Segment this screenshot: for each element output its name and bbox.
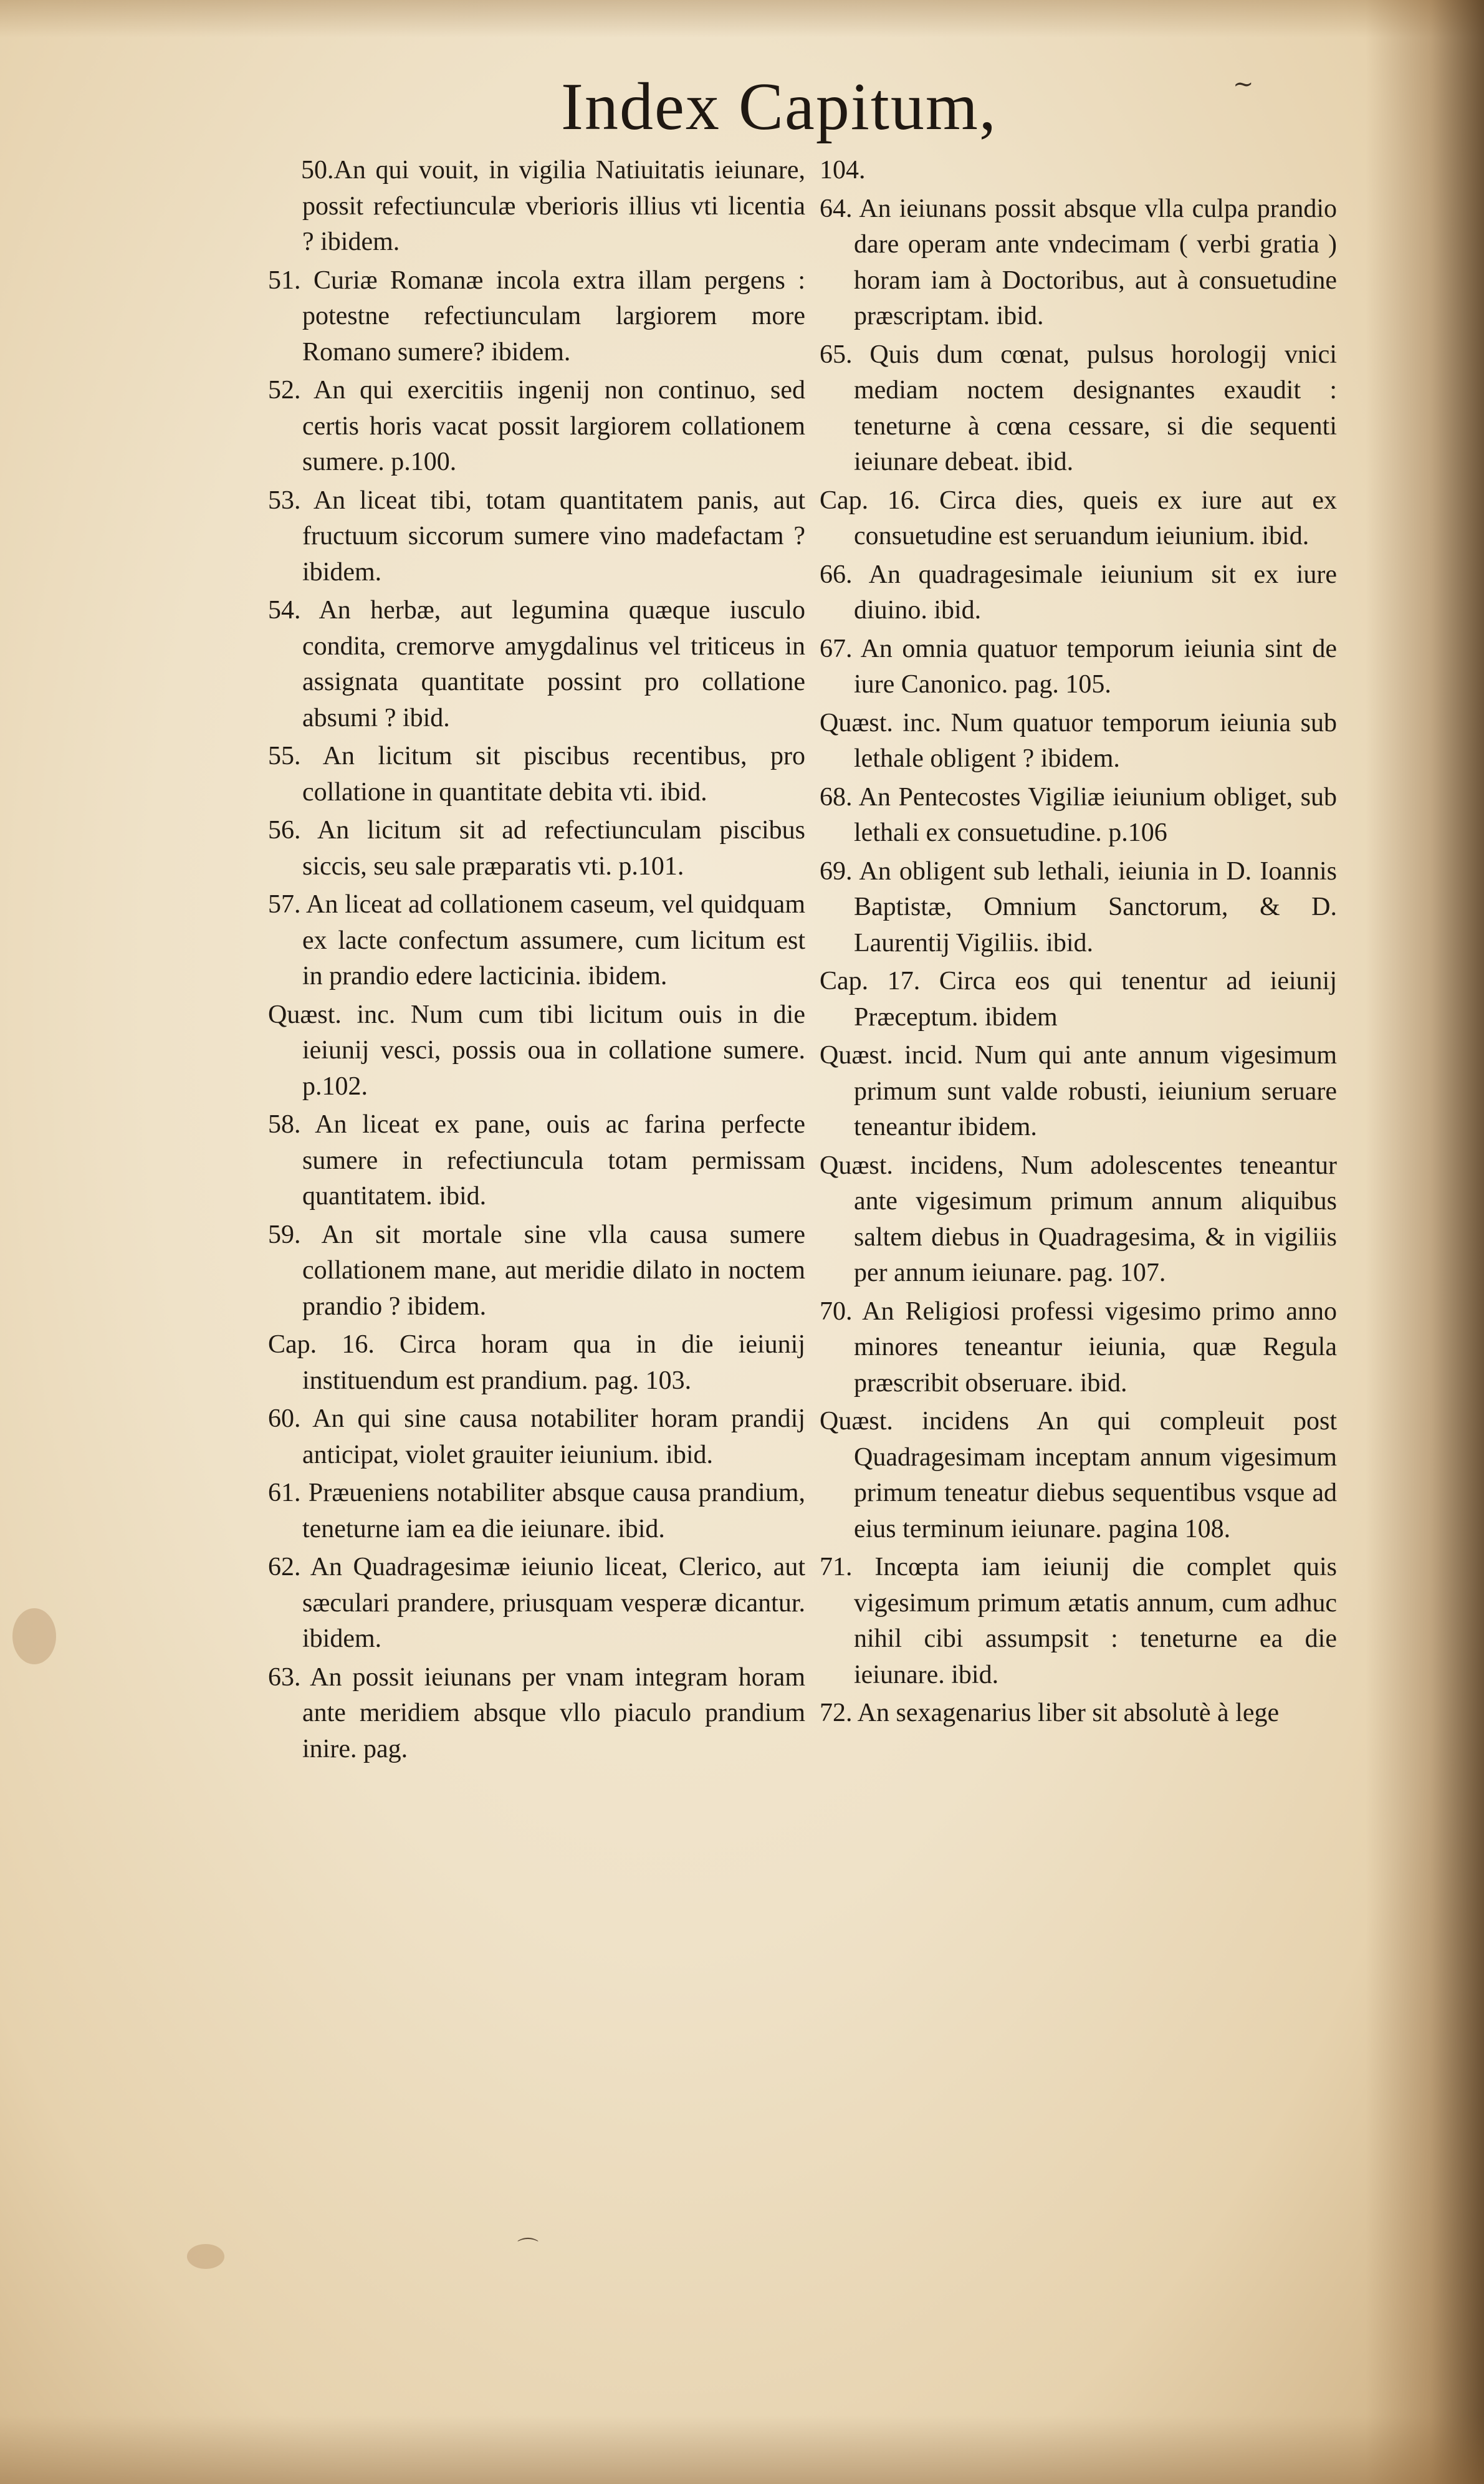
index-entry: 55. An licitum sit piscibus recentibus, pro collatione in quantitate debita vti. ibid. [268, 742, 805, 807]
chapter-heading: Cap. 16. Circa horam qua in die ieiunij instituendum est prandium. pag. 103. [268, 1330, 805, 1395]
index-entry: Quæst. incid. Num qui ante annum vigesimum primum sunt valde robusti, ieiunium seruare teneantur ibidem. [820, 1041, 1337, 1141]
index-entry: 60. An qui sine causa notabiliter horam prandij anticipat, violet grauiter ieiunium. ibid. [268, 1404, 805, 1469]
chapter-heading: Cap. 16. Circa dies, queis ex iure aut ex consuetudine est seruandum ieiunium. ibid. [820, 486, 1337, 550]
index-entry: 62. An Quadragesimæ ieiunio liceat, Clerico, aut sæculari prandere, priusquam vesperæ dicantur. ibidem. [268, 1553, 805, 1653]
index-entry-continuation: 104. [820, 156, 866, 185]
index-entry: 52. An qui exercitiis ingenij non continuo, sed certis horis vacat possit largiorem collationem sumere. p.100. [268, 376, 805, 476]
index-entry: 56. An licitum sit ad refectiunculam piscibus siccis, seu sale præparatis vti. p.101. [268, 816, 805, 881]
index-entry: 72. An sexagenarius liber sit absolutè à lege [820, 1699, 1280, 1727]
index-entry: 71. Incœpta iam ieiunij die complet quis vigesimum primum ætatis annum, cum adhuc nihil cibi assumpsit : teneturne ea die ieiunare. ibid. [820, 1553, 1337, 1689]
index-entry: 54. An herbæ, aut legumina quæque iusculo condita, cremorve amygdalinus vel triticeus in assignata quantitate possint pro collatione absumi ? ibid. [268, 596, 805, 732]
page-spine-shadow [1366, 0, 1484, 2484]
index-entry: 58. An liceat ex pane, ouis ac farina perfecte sumere in refectiuncula totam permissam quantitatem. ibid. [268, 1110, 805, 1211]
index-entry: 50.An qui vouit, in vigilia Natiuitatis ieiunare, possit refectiunculæ vberioris illius vti licentia ? ibidem. [301, 156, 805, 256]
index-entry: 65. Quis dum cœnat, pulsus horologij vnici mediam noctem designantes exaudit : teneturne à cœna cessare, si die sequenti ieiunare debeat. ibid. [820, 340, 1337, 476]
index-entry: 70. An Religiosi professi vigesimo primo anno minores teneantur ieiunia, quæ Regula præscribit obseruare. ibid. [820, 1297, 1337, 1398]
index-entry: 68. An Pentecostes Vigiliæ ieiunium obliget, sub lethali ex consuetudine. p.106 [820, 782, 1337, 847]
index-entry: 67. An omnia quatuor temporum ieiunia sint de iure Canonico. pag. 105. [820, 634, 1337, 699]
right-column [820, 153, 1337, 1732]
index-entry: 64. An ieiunans possit absque vlla culpa prandio dare operam ante vndecimam ( verbi gratia ) horam iam à Doctoribus, aut à consuetudine præscriptam. ibid. [820, 194, 1337, 330]
page-title: Index Capitum, [561, 70, 997, 144]
footer-ornament: ⌒ [517, 2237, 539, 2261]
index-entry: 66. An quadragesimale ieiunium sit ex iure diuino. ibid. [820, 560, 1337, 625]
left-column [268, 153, 805, 1767]
index-entry: 61. Præueniens notabiliter absque causa prandium, teneturne iam ea die ieiunare. ibid. [268, 1479, 805, 1543]
index-entry: Quæst. inc. Num quatuor temporum ieiunia sub lethale obligent ? ibidem. [820, 708, 1337, 773]
index-entry: 59. An sit mortale sine vlla causa sumere collationem mane, aut meridie dilato in noctem prandio ? ibidem. [268, 1220, 805, 1321]
index-entry: 51. Curiæ Romanæ incola extra illam pergens : potestne refectiunculam largiorem more Romano sumere? ibidem. [268, 266, 805, 367]
index-entry: 53. An liceat tibi, totam quantitatem panis, aut fructuum siccorum sumere vino madefactam ? ibidem. [268, 486, 805, 587]
chapter-heading: Cap. 17. Circa eos qui tenentur ad ieiunij Præceptum. ibidem [820, 967, 1337, 1032]
index-entry: Quæst. incidens An qui compleuit post Quadragesimam inceptam annum vigesimum primum teneatur diebus sequentibus vsque ad eius terminum ieiunare. pagina 108. [820, 1407, 1337, 1543]
index-entry: 63. An possit ieiunans per vnam integram horam ante meridiem absque vllo piaculo prandium inire. pag. [268, 1662, 805, 1763]
index-entry: Quæst. incidens, Num adolescentes teneantur ante vigesimum primum annum aliquibus saltem diebus in Quadragesima, & in vigiliis per annum ieiunare. pag. 107. [820, 1151, 1337, 1287]
page-top-edge [0, 0, 1484, 37]
paper-stain [187, 2244, 224, 2269]
index-entry: Quæst. inc. Num cum tibi licitum ouis in die ieiunij vesci, possis oua in collatione sumere. p.102. [268, 1000, 805, 1101]
corner-mark: ~ [1233, 70, 1254, 98]
index-entry: 57. An liceat ad collationem caseum, vel quidquam ex lacte confectum assumere, cum licitum est in prandio edere lacticinia. ibidem. [268, 890, 805, 990]
paper-stain [12, 1608, 56, 1664]
index-entry: 69. An obligent sub lethali, ieiunia in D. Ioannis Baptistæ, Omnium Sanctorum, & D. Laurentij Vigiliis. ibid. [820, 856, 1337, 957]
page-bottom-edge [0, 2415, 1484, 2484]
